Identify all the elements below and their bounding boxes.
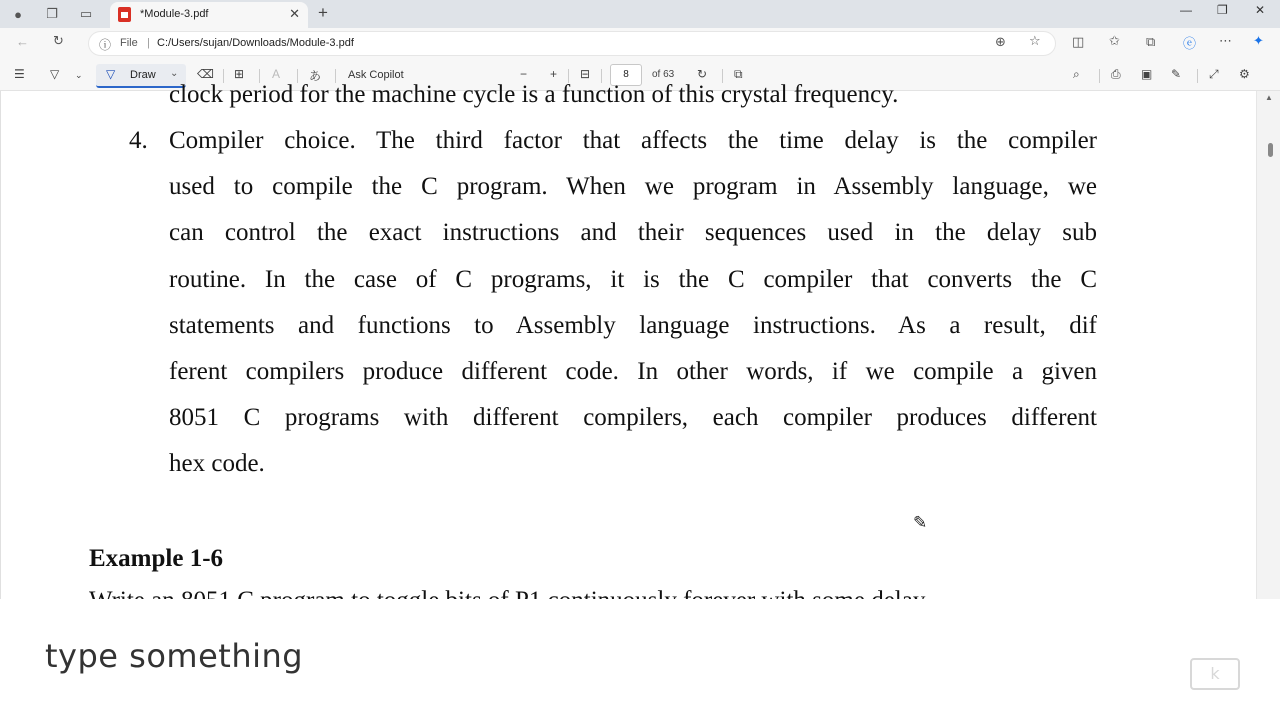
fit-page-icon[interactable]: ⊟	[580, 67, 591, 81]
caption-panel	[0, 599, 1280, 720]
settings-gear-icon[interactable]: ⚙	[1239, 67, 1250, 81]
divider	[1099, 69, 1100, 83]
paragraph-line: used to compile the C program. When we program in Assembly language, we	[169, 173, 1097, 200]
page-view-icon[interactable]: ⧉	[734, 67, 743, 81]
example-heading: Example 1-6	[89, 545, 224, 572]
divider	[1197, 69, 1198, 83]
draw-label: Draw	[130, 69, 156, 81]
address-bar-row	[0, 28, 1280, 60]
watermark-logo-icon: k	[1190, 658, 1240, 690]
tab-module-3[interactable]	[110, 2, 308, 28]
paragraph-line: ferent compilers produce different code. In other words, if we compile a given	[169, 358, 1097, 385]
zoom-in-button[interactable]: +	[550, 67, 558, 81]
page-number-input[interactable]: 8	[610, 64, 642, 86]
text-format-icon: A	[272, 67, 281, 81]
paragraph-line: statements and functions to Assembly language instructions. As a result, dif	[169, 312, 1097, 339]
paragraph-line: Compiler choice. The third factor that affects the time delay is the compiler	[169, 127, 1097, 154]
eraser-icon[interactable]: ⌫	[197, 67, 214, 81]
close-tab-icon[interactable]: ✕	[289, 6, 300, 21]
split-screen-icon[interactable]: ◫	[1072, 34, 1085, 49]
partial-text-line	[89, 587, 930, 599]
maximize-icon[interactable]: ❐	[1217, 3, 1228, 17]
paragraph-line: routine. In the case of C programs, it is the C compiler that converts the C	[169, 266, 1097, 293]
zoom-icon[interactable]: ⊕	[995, 34, 1006, 49]
address-scheme-label: File	[120, 37, 138, 49]
highlight-chevron-icon[interactable]: ⌄	[75, 70, 83, 80]
pdf-page[interactable]	[0, 81, 1256, 599]
paragraph-line: 8051 C programs with different compilers, each compiler produces different	[169, 404, 1097, 431]
ask-copilot-button[interactable]: Ask Copilot	[348, 69, 404, 81]
list-item-number: 4.	[129, 127, 148, 154]
read-aloud-icon[interactable]: あ	[309, 69, 322, 83]
partial-text-line: clock period for the machine cycle is a function of this crystal frequency.	[169, 81, 899, 108]
caption-text: type something	[45, 637, 304, 675]
close-window-icon[interactable]: ✕	[1255, 3, 1266, 17]
info-icon[interactable]: ⓘ	[99, 38, 112, 52]
save-icon[interactable]: ▣	[1141, 67, 1153, 81]
search-icon[interactable]: ⌕	[1073, 67, 1080, 81]
tab-title: *Module-3.pdf	[140, 8, 209, 20]
collections-icon[interactable]: ⧉	[1146, 34, 1156, 49]
scroll-thumb[interactable]	[1268, 143, 1273, 157]
pdf-file-icon	[118, 7, 131, 22]
refresh-icon[interactable]: ↻	[53, 33, 64, 48]
highlight-icon[interactable]: ▽	[50, 67, 60, 81]
copilot-icon[interactable]: ✦	[1253, 33, 1264, 48]
scroll-up-icon[interactable]: ▲	[1265, 93, 1273, 102]
address-field[interactable]	[88, 31, 1056, 56]
fullscreen-icon[interactable]: ⤢	[1209, 67, 1219, 81]
draw-pen-icon: ▽	[106, 67, 116, 81]
address-separator: |	[147, 37, 150, 49]
contents-icon[interactable]: ☰	[14, 67, 25, 81]
favorite-star-icon[interactable]: ☆	[1029, 33, 1041, 48]
favorites-icon[interactable]: ✩	[1109, 33, 1120, 48]
tab-strip	[0, 0, 1280, 28]
vertical-scrollbar[interactable]	[1256, 91, 1280, 599]
pen-cursor-icon: ✎	[913, 513, 928, 532]
more-icon[interactable]: ⋯	[1219, 33, 1232, 48]
edge-icon[interactable]: ⓔ	[1183, 36, 1197, 51]
tab-actions-icon[interactable]: ▭	[79, 6, 93, 21]
new-tab-button[interactable]: +	[318, 3, 328, 22]
save-as-icon[interactable]: ✎	[1171, 67, 1182, 81]
rotate-icon[interactable]: ↻	[697, 67, 708, 81]
paragraph-line: can control the exact instructions and their sequences used in the delay sub	[169, 219, 1097, 246]
address-url[interactable]: C:/Users/sujan/Downloads/Module-3.pdf	[157, 37, 354, 49]
profile-icon[interactable]: ●	[14, 6, 22, 22]
minimize-icon[interactable]: —	[1180, 3, 1192, 17]
back-icon[interactable]: ←	[16, 34, 29, 49]
draw-chevron-icon[interactable]: ⌄	[170, 68, 179, 79]
paragraph-line: hex code.	[169, 450, 265, 477]
workspaces-icon[interactable]: ❐	[46, 6, 58, 21]
print-icon[interactable]: ⎙	[1111, 67, 1121, 81]
text-box-icon[interactable]: ⊞	[234, 67, 245, 81]
page-total: of 63	[652, 69, 675, 80]
zoom-out-button[interactable]: −	[520, 67, 528, 81]
